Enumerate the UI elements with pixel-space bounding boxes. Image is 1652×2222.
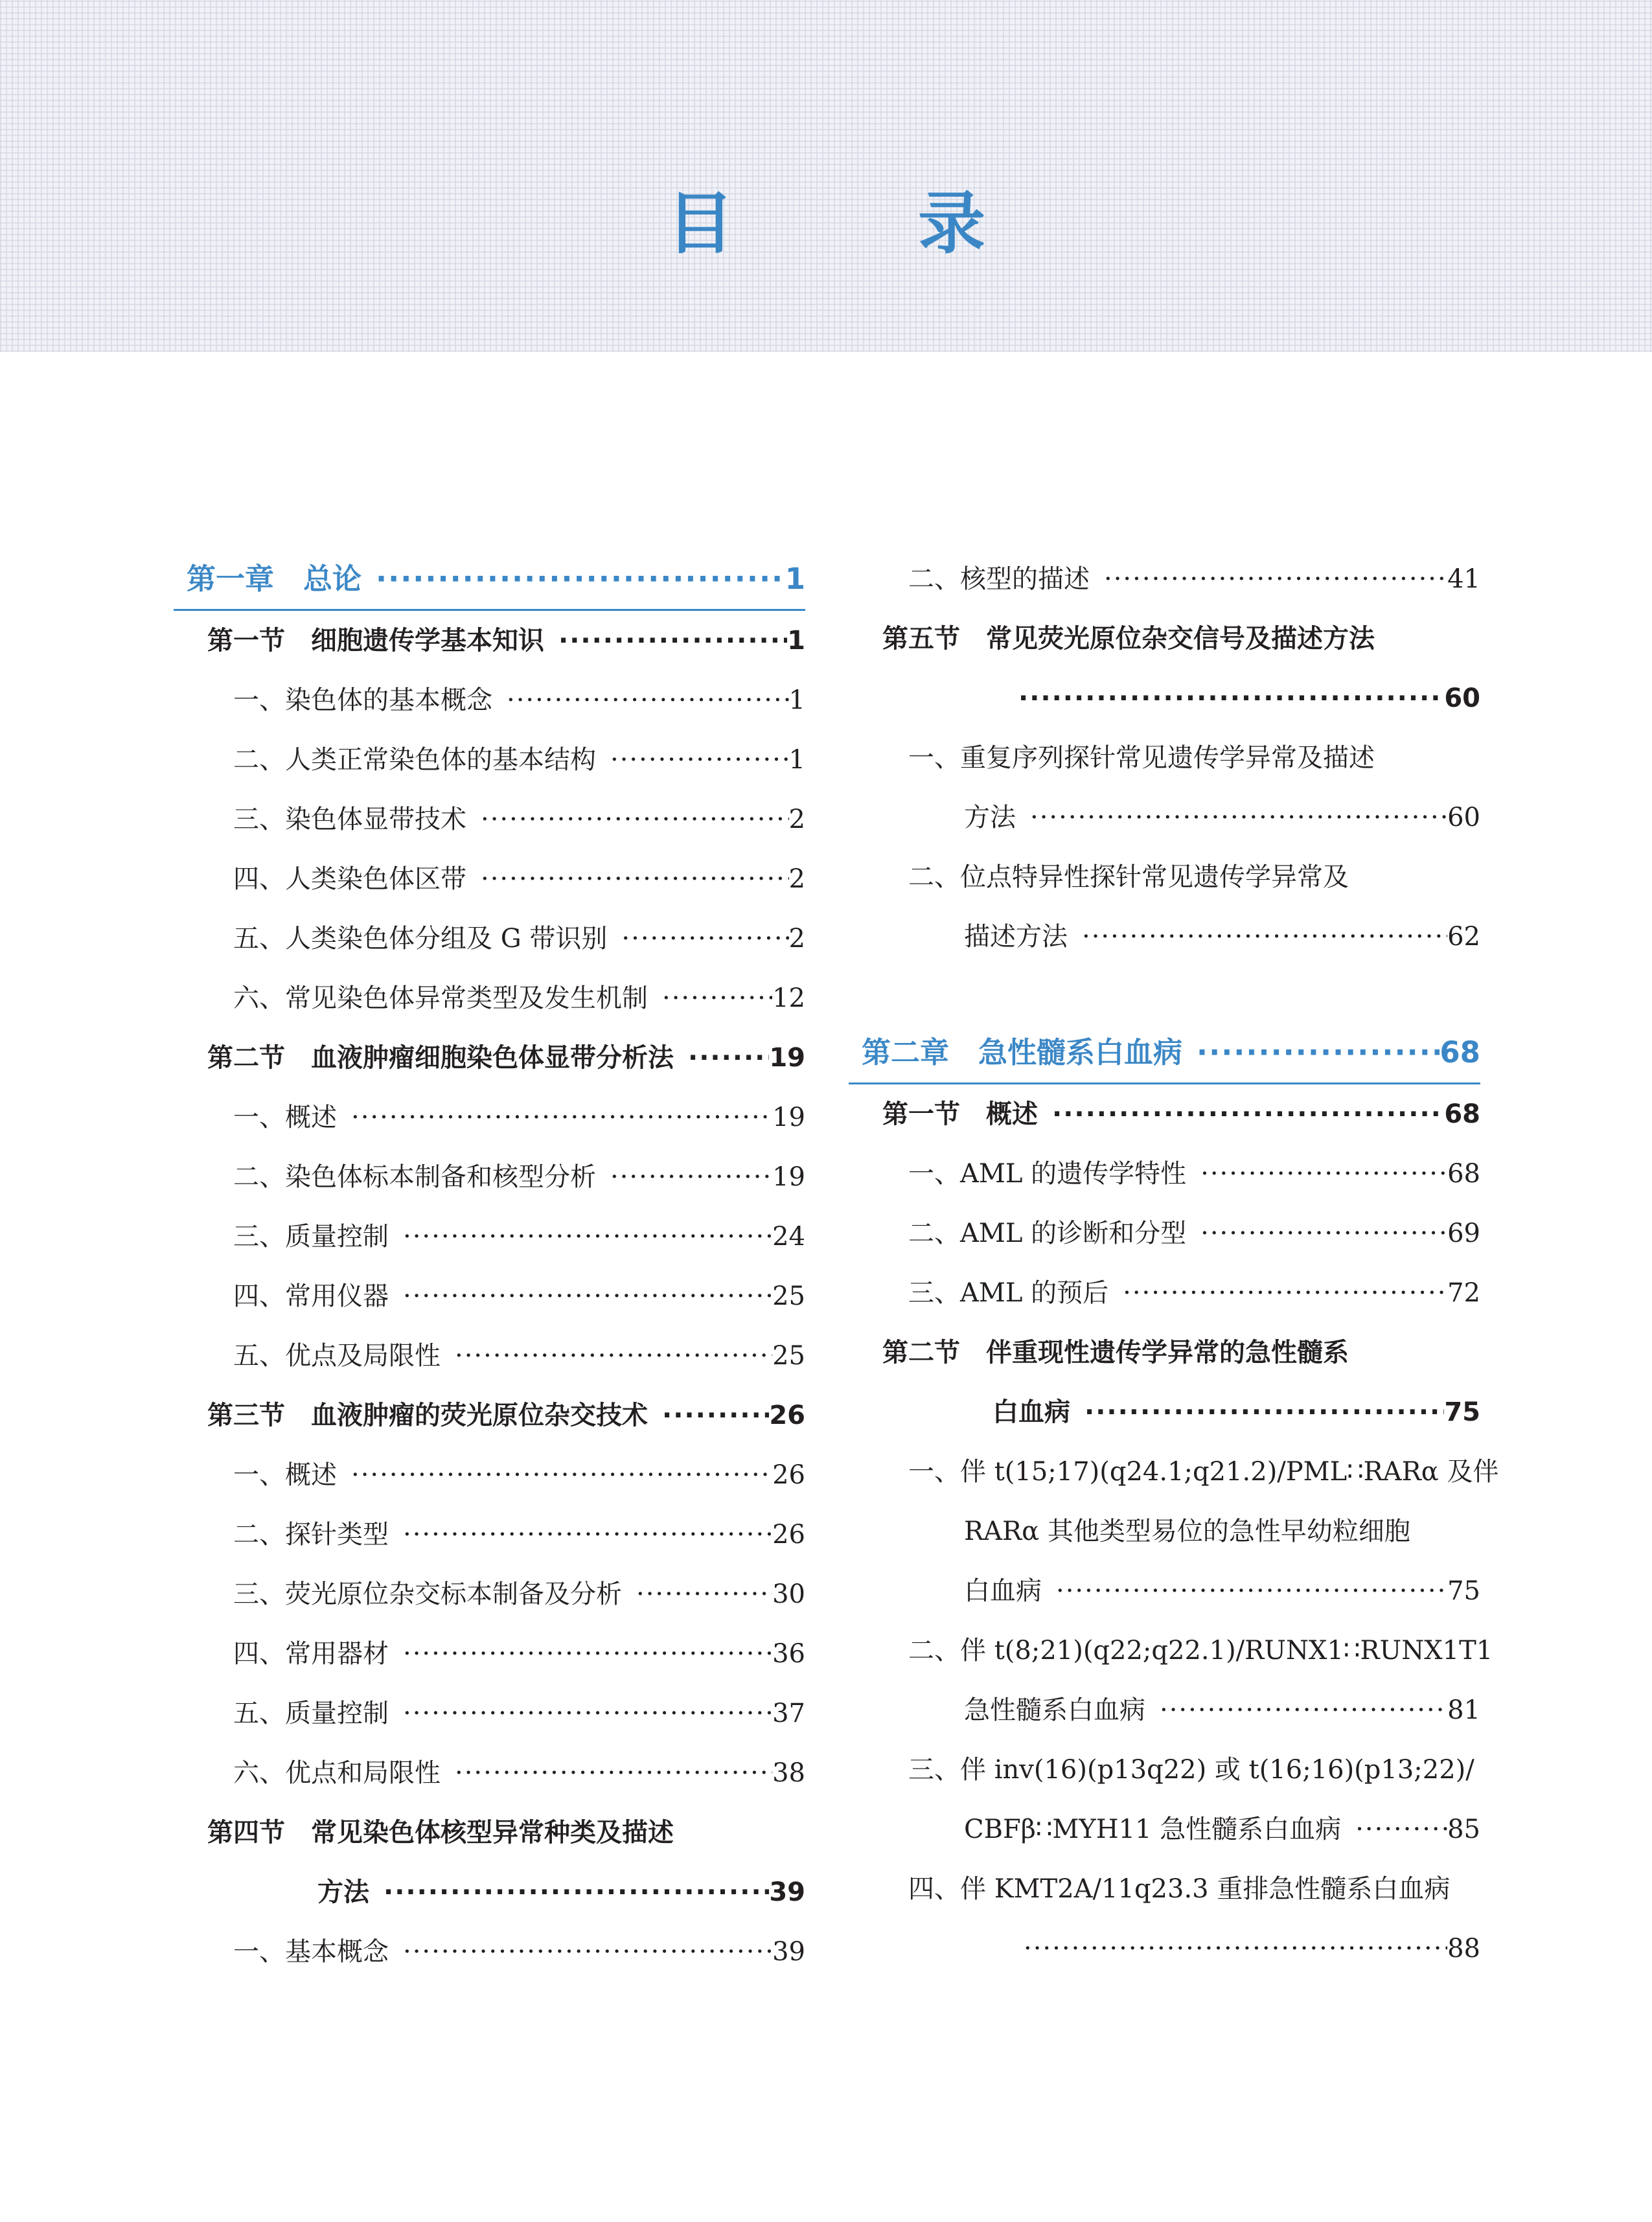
toc-entry-title: RARα 其他类型易位的急性早幼粒细胞 (964, 1517, 1410, 1546)
dot-leader (351, 1088, 772, 1147)
toc-section[interactable] (174, 1803, 805, 1862)
toc-page-number: 2 (788, 864, 805, 894)
toc-page-number: 81 (1447, 1695, 1480, 1725)
toc-page-number: 24 (772, 1222, 805, 1252)
toc-page-number: 26 (769, 1401, 805, 1430)
toc-section-continuation[interactable] (174, 1862, 805, 1922)
dot-leader (1355, 1800, 1447, 1859)
toc-entry-title: 一、伴 t(15;17)(q24.1;q21.2)/PML∷RARα 及伴 (908, 1457, 1499, 1487)
toc-page-number: 69 (1447, 1219, 1480, 1248)
dot-leader (1018, 669, 1444, 728)
dot-leader (1084, 1382, 1444, 1442)
dot-leader (1104, 549, 1447, 609)
dot-leader (507, 670, 789, 730)
dot-leader (1082, 907, 1447, 967)
toc-entry-title: 急性髓系白血病 (964, 1695, 1145, 1725)
toc-entry-title: CBFβ∷MYH11 急性髓系白血病 (964, 1815, 1342, 1844)
toc-entry-title: 四、伴 KMT2A/11q23.3 重排急性髓系白血病 (908, 1874, 1451, 1904)
toc-page-number: 85 (1447, 1815, 1480, 1844)
toc-page-number: 62 (1447, 922, 1480, 952)
toc-section[interactable] (174, 1386, 805, 1445)
toc-item[interactable] (174, 1564, 805, 1624)
toc-page-number: 38 (772, 1758, 805, 1788)
toc-item[interactable] (174, 1266, 805, 1326)
toc-entry-title: 第一节 概述 (882, 1099, 1038, 1129)
toc-chapter[interactable] (174, 549, 805, 611)
dot-leader (403, 1505, 772, 1564)
toc-entry-title: 第二节 血液肿瘤细胞染色体显带分析法 (207, 1043, 674, 1073)
toc-entry-title: 一、AML 的遗传学特性 (908, 1159, 1187, 1189)
toc-page-number: 2 (788, 924, 805, 954)
dot-leader (351, 1445, 772, 1505)
toc-entry-title: 二、伴 t(8;21)(q22;q22.1)/RUNX1∷RUNX1T1 (908, 1636, 1493, 1666)
dot-leader (1052, 1084, 1444, 1144)
dot-leader (403, 1266, 772, 1326)
toc-item[interactable] (174, 1147, 805, 1207)
dot-leader (481, 849, 789, 909)
toc-item[interactable] (174, 1505, 805, 1564)
dot-leader (1200, 1144, 1447, 1204)
toc-entry-title: 二、位点特异性探针常见遗传学异常及 (908, 862, 1349, 892)
toc-page-number: 39 (769, 1877, 805, 1907)
toc-entry-title: 第一章 总论 (187, 562, 362, 596)
toc-entry-title: 一、基本概念 (233, 1937, 389, 1967)
toc-page-number: 25 (772, 1341, 805, 1371)
toc-page-number: 1 (787, 626, 805, 656)
toc-page-number: 26 (772, 1520, 805, 1550)
toc-entry-title: 第四节 常见染色体核型异常种类及描述 (207, 1818, 674, 1848)
toc-entry-title: 五、优点及局限性 (233, 1341, 441, 1371)
toc-item[interactable] (849, 1621, 1493, 1680)
page-title: 目 录 (666, 183, 1044, 263)
toc-entry-title: 四、常用器材 (233, 1639, 389, 1669)
dot-leader (558, 611, 787, 670)
toc-section[interactable] (849, 1323, 1480, 1382)
toc-page-number: 25 (772, 1281, 805, 1311)
toc-entry-title: 白血病 (964, 1576, 1042, 1606)
toc-item[interactable] (174, 1445, 805, 1505)
toc-item-continuation[interactable] (849, 1919, 1480, 1978)
toc-page-number: 1 (785, 562, 805, 596)
toc-entry-title: 五、人类染色体分组及 G 带识别 (233, 924, 608, 954)
toc-page-number: 19 (772, 1103, 805, 1132)
toc-entry-title: 方法 (964, 803, 1016, 832)
toc-item[interactable] (174, 1624, 805, 1684)
dot-leader (688, 1028, 769, 1088)
toc-page-number: 72 (1447, 1278, 1480, 1308)
toc-section[interactable] (849, 1084, 1480, 1144)
toc-page-number: 68 (1447, 1159, 1480, 1189)
toc-section[interactable] (849, 609, 1480, 669)
dot-leader (636, 1564, 772, 1624)
toc-entry-title: 三、AML 的预后 (908, 1278, 1109, 1308)
toc-item-continuation[interactable] (849, 907, 1480, 967)
toc-page-number: 60 (1444, 683, 1480, 713)
toc-page-number: 19 (769, 1043, 805, 1073)
toc-item-continuation[interactable] (849, 1680, 1480, 1740)
dot-leader (1030, 788, 1447, 847)
toc-item[interactable] (174, 909, 805, 968)
toc-item[interactable] (174, 670, 805, 730)
dot-leader (610, 1147, 772, 1207)
toc-entry-title: 第二章 急性髓系白血病 (862, 1035, 1183, 1070)
toc-page-number: 36 (772, 1639, 805, 1669)
toc-entry-title: 四、人类染色体区带 (233, 864, 466, 894)
toc-item[interactable] (174, 1088, 805, 1147)
dot-leader (403, 1207, 772, 1266)
toc-item[interactable] (849, 1859, 1480, 1919)
toc-page-number: 1 (788, 685, 805, 715)
toc-item-continuation[interactable] (849, 788, 1480, 847)
toc-item[interactable] (849, 1263, 1480, 1323)
toc-entry-title: 方法 (317, 1877, 369, 1907)
dot-leader (455, 1743, 772, 1803)
dot-leader (1160, 1680, 1447, 1740)
toc-entry-title: 三、染色体显带技术 (233, 805, 466, 834)
dot-leader (1200, 1204, 1447, 1263)
toc-item[interactable] (849, 728, 1480, 788)
toc-entry-title: 二、核型的描述 (908, 564, 1090, 594)
toc-page-number: 60 (1447, 803, 1480, 832)
toc-entry-title: 三、质量控制 (233, 1222, 389, 1252)
dot-leader (403, 1624, 772, 1684)
toc-page-number: 75 (1447, 1576, 1480, 1606)
dot-leader (455, 1326, 772, 1386)
toc-page-number: 12 (772, 983, 805, 1013)
toc-item-continuation[interactable] (849, 1502, 1480, 1561)
toc-chapter[interactable] (849, 1023, 1480, 1084)
toc-item-continuation[interactable] (849, 1561, 1480, 1621)
toc-page-number: 37 (772, 1699, 805, 1728)
dot-leader (384, 1862, 769, 1922)
toc-entry-title: 五、质量控制 (233, 1699, 389, 1728)
toc-item[interactable] (174, 730, 805, 790)
toc-item[interactable] (174, 1684, 805, 1743)
toc-page-number: 1 (788, 745, 805, 775)
toc-section[interactable] (174, 611, 805, 670)
dot-leader (1056, 1561, 1447, 1621)
toc-item[interactable] (849, 1740, 1480, 1800)
toc-entry-title: 一、染色体的基本概念 (233, 685, 492, 715)
dot-leader (1024, 1919, 1447, 1978)
toc-page-number: 68 (1444, 1099, 1480, 1129)
toc-entry-title: 一、概述 (233, 1460, 337, 1490)
toc-item[interactable] (849, 1442, 1499, 1502)
toc-section-continuation[interactable] (849, 669, 1480, 728)
toc-right-column (849, 549, 1499, 1978)
dot-leader (403, 1684, 772, 1743)
toc-item[interactable] (174, 849, 805, 909)
dot-leader (481, 790, 789, 849)
toc-item[interactable] (174, 1743, 805, 1803)
toc-entry-title: 白血病 (992, 1397, 1070, 1427)
toc-entry-title: 三、伴 inv(16)(p13q22) 或 t(16;16)(p13;22)/ (908, 1755, 1474, 1785)
toc-page-number: 41 (1447, 564, 1480, 594)
toc-left-column (174, 549, 805, 1982)
dot-leader (1197, 1023, 1440, 1082)
dot-leader (662, 968, 772, 1028)
toc-section-continuation[interactable] (849, 1382, 1480, 1442)
toc-page-number: 30 (772, 1579, 805, 1609)
toc-page-number: 19 (772, 1162, 805, 1192)
toc-entry-title: 二、探针类型 (233, 1520, 389, 1550)
toc-entry-title: 第三节 血液肿瘤的荧光原位杂交技术 (207, 1401, 648, 1430)
dot-leader (1123, 1263, 1447, 1323)
toc-entry-title: 三、荧光原位杂交标本制备及分析 (233, 1579, 622, 1609)
toc-entry-title: 第二节 伴重现性遗传学异常的急性髓系 (882, 1338, 1349, 1368)
toc-entry-title: 六、常见染色体异常类型及发生机制 (233, 983, 648, 1013)
toc-entry-title: 六、优点和局限性 (233, 1758, 441, 1788)
toc-entry-title: 四、常用仪器 (233, 1281, 389, 1311)
toc-item[interactable] (174, 968, 805, 1028)
toc-page-number: 26 (772, 1460, 805, 1490)
toc-entry-title: 一、概述 (233, 1103, 337, 1132)
toc-page-number: 68 (1440, 1035, 1480, 1070)
toc-item[interactable] (174, 790, 805, 849)
toc-item[interactable] (849, 1144, 1480, 1204)
toc-item[interactable] (849, 1204, 1480, 1263)
dot-leader (376, 549, 785, 609)
toc-item[interactable] (174, 1922, 805, 1982)
toc-page-number: 39 (772, 1937, 805, 1967)
dot-leader (610, 730, 789, 790)
toc-entry-title: 第五节 常见荧光原位杂交信号及描述方法 (882, 624, 1375, 654)
dot-leader (621, 909, 788, 968)
toc-entry-title: 二、AML 的诊断和分型 (908, 1219, 1187, 1248)
toc-item[interactable] (174, 1207, 805, 1266)
toc-item-continuation[interactable] (849, 1800, 1480, 1859)
toc-entry-title: 二、人类正常染色体的基本结构 (233, 745, 596, 775)
toc-section[interactable] (174, 1028, 805, 1088)
toc-item[interactable] (849, 847, 1480, 907)
toc-entry-title: 第一节 细胞遗传学基本知识 (207, 626, 544, 656)
toc-entry-title: 描述方法 (964, 922, 1068, 952)
toc-item[interactable] (174, 1326, 805, 1386)
toc-entry-title: 二、染色体标本制备和核型分析 (233, 1162, 596, 1192)
dot-leader (403, 1922, 772, 1982)
toc-page-number: 88 (1447, 1934, 1480, 1964)
toc-item[interactable] (849, 549, 1480, 609)
toc-entry-title: 一、重复序列探针常见遗传学异常及描述 (908, 743, 1375, 773)
toc-page-number: 75 (1444, 1397, 1480, 1427)
dot-leader (662, 1386, 769, 1445)
toc-page-number: 2 (788, 805, 805, 834)
